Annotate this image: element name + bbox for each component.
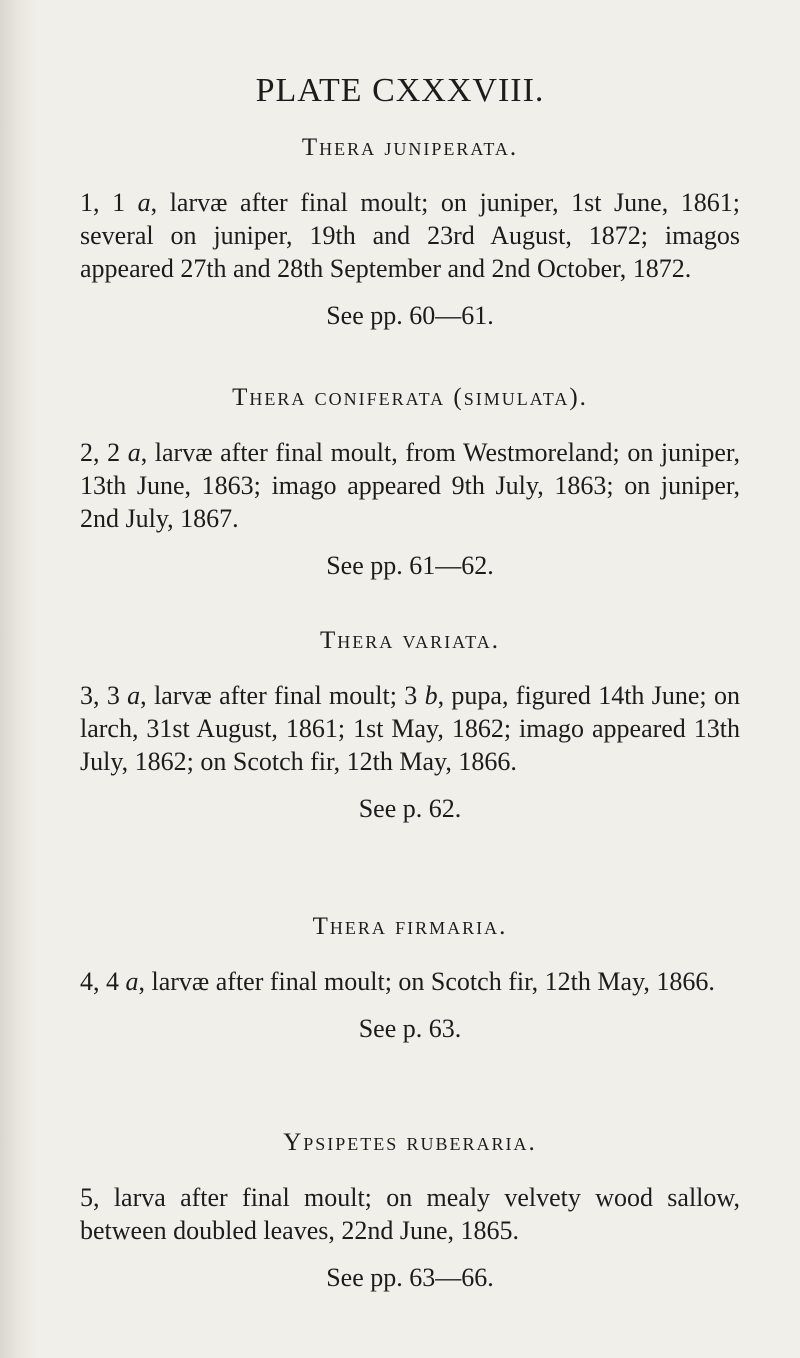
page-edge-shadow [0,0,38,1358]
plate-title: PLATE CXXXVIII. [255,72,545,109]
figure-number: 3, 3 [80,681,128,710]
page-reference: See pp. 60—61. [326,301,494,330]
description-paragraph [80,186,740,285]
figure-letter: a [137,188,151,217]
description-paragraph [80,679,740,778]
section-thera-coniferata [80,384,740,581]
description-text: , pupa, figured 14th June; on larch, 31st August, 1861; 1st May, 1862; imago appeared 13th July, 1862; on Scotch fir, 12th May, 1866. [80,681,740,776]
page-reference: See pp. 63—66. [326,1263,494,1292]
figure-letter: a [127,438,141,467]
description-text: , larvæ after final moult; 3 [140,681,425,710]
description-text: , larvæ after final moult; on juniper, 1st June, 1861; several on juniper, 19th and 23rd August, 1872; imagos appeared 27th and 28th September and 2nd October, 1872. [80,188,740,283]
figure-number: 4, 4 [80,967,126,996]
figure-letter: b [424,681,438,710]
description-paragraph: 5, larva after final moult; on mealy velvety wood sallow, between doubled leaves, 22nd June, 1865. [80,1183,740,1245]
description-paragraph [80,965,740,998]
section-thera-variata [80,627,740,824]
figure-letter: a [127,681,141,710]
species-heading: Thera firmaria. [312,913,508,940]
description-paragraph [80,436,740,535]
species-heading: Thera juniperata. [301,134,519,161]
species-heading: Thera coniferata (simulata). [232,384,588,411]
figure-number: 2, 2 [80,438,128,467]
page-reference: See p. 62. [358,794,462,823]
section-thera-juniperata [80,134,740,331]
description-text: , larvæ after final moult, from Westmoreland; on juniper, 13th June, 1863; imago appeared 9th July, 1863; on juniper, 2nd July, 1867. [80,438,741,533]
section-ypsipetes-ruberaria [80,1129,740,1293]
section-thera-firmaria [80,913,740,1044]
page-reference: See p. 63. [358,1014,462,1043]
description-text: , larvæ after final moult; on Scotch fir, 12th May, 1866. [138,967,715,996]
species-heading: Thera variata. [319,627,500,654]
figure-number: 1, 1 [80,188,138,217]
species-heading: Ypsipetes ruberaria. [283,1129,537,1156]
page-reference: See pp. 61—62. [326,551,494,580]
figure-letter: a [125,967,139,996]
